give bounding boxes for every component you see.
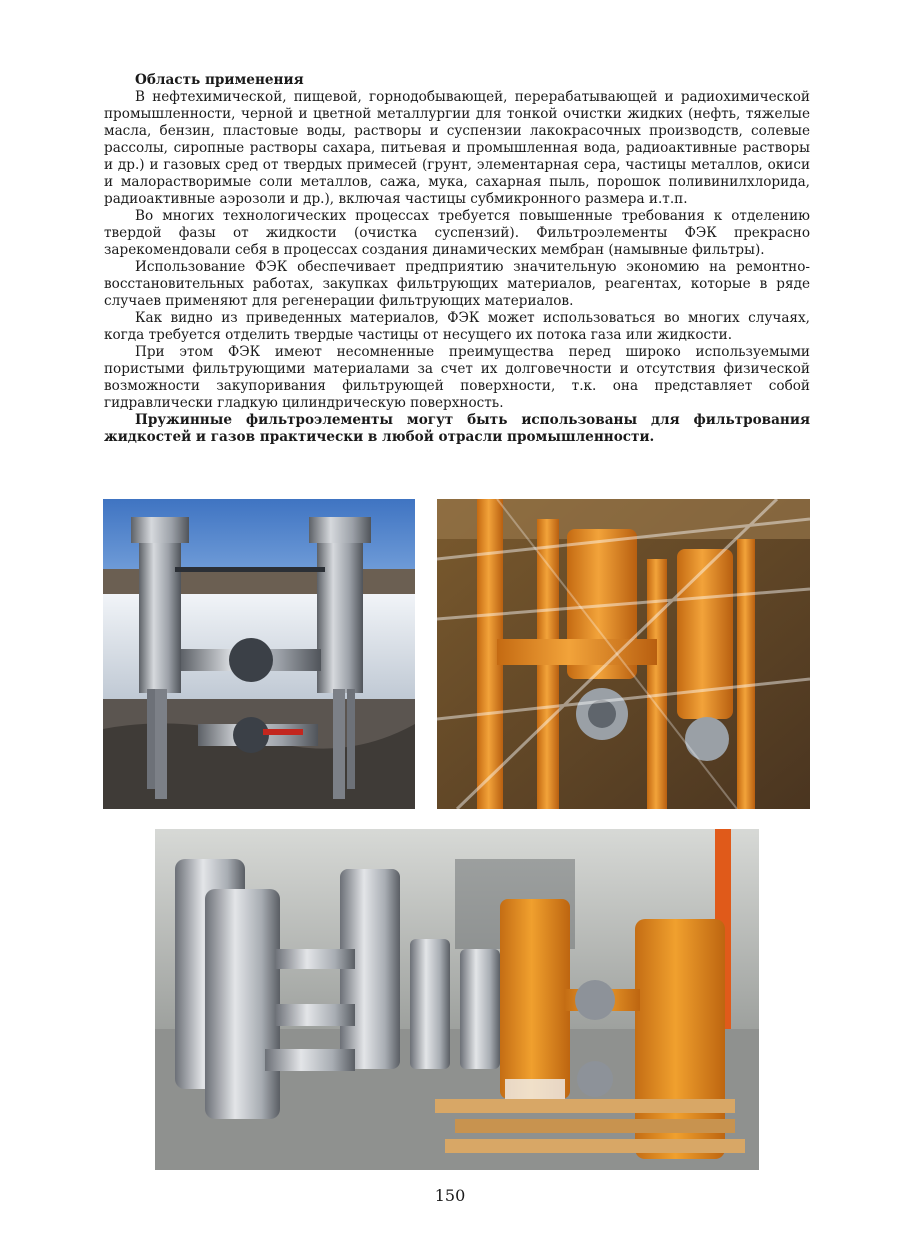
page-number: 150 [434,1186,466,1205]
photo-packed-orange-filters [437,499,810,809]
paragraph-advantages: При этом ФЭК имеют несомненные преимущества перед широко используемыми пористыми фильтрующими материалами за счет их долговечности и отсутствия физической возможности закупоривания фильтрующей поверхности, т.к. она представляет собой гидравлически гладкую цилиндрическую поверхность. [104,344,810,411]
conclusion-paragraph: Пружинные фильтроэлементы могут быть использованы для фильтрования жидкостей и газов практически в любой отрасли промышленности. [104,412,810,445]
paragraph-usage: Как видно из приведенных материалов, ФЭК может использоваться во многих случаях, когда требуется отделить твердые частицы от несущего их потока газа или жидкости. [104,310,810,343]
paragraph-economy: Использование ФЭК обеспечивает предприятию значительную экономию на ремонтно-восстановительных работах, закупках фильтрующих материалов, реагентах, которые в ряде случаев применяют для регенерации фильтрующих материалов. [104,259,810,309]
photo-workshop-filters [155,829,759,1170]
photo-outdoor-filters [103,499,415,809]
main-text [104,72,810,446]
paragraph-application-areas: В нефтехимической, пищевой, горнодобывающей, перерабатывающей и радиохимической промышленности, черной и цветной металлургии для тонкой очистки жидких (нефть, тяжелые масла, бензин, пластовые воды, растворы и суспензии лакокрасочных производств, солевые рассолы, сиропные растворы сахара, питьевая и промышленная вода, радиоактивные растворы и др.) и газовых сред от твердых примесей (грунт, элементарная сера, частицы металлов, окиси и малорастворимые соли металлов, сажа, мука, сахарная пыль, порошок поливинилхлорида, радиоактивные аэрозоли и др.), включая частицы субмикронного размера и.т.п. [104,89,810,207]
paragraph-solid-separation: Во многих технологических процессах требуется повышенные требования к отделению твердой фазы от жидкости (очистка суспензий). Фильтроэлементы ФЭК прекрасно зарекомендовали себя в процессах создания динамических мембран (намывные фильтры). [104,208,810,258]
section-heading: Область применения [135,72,304,88]
